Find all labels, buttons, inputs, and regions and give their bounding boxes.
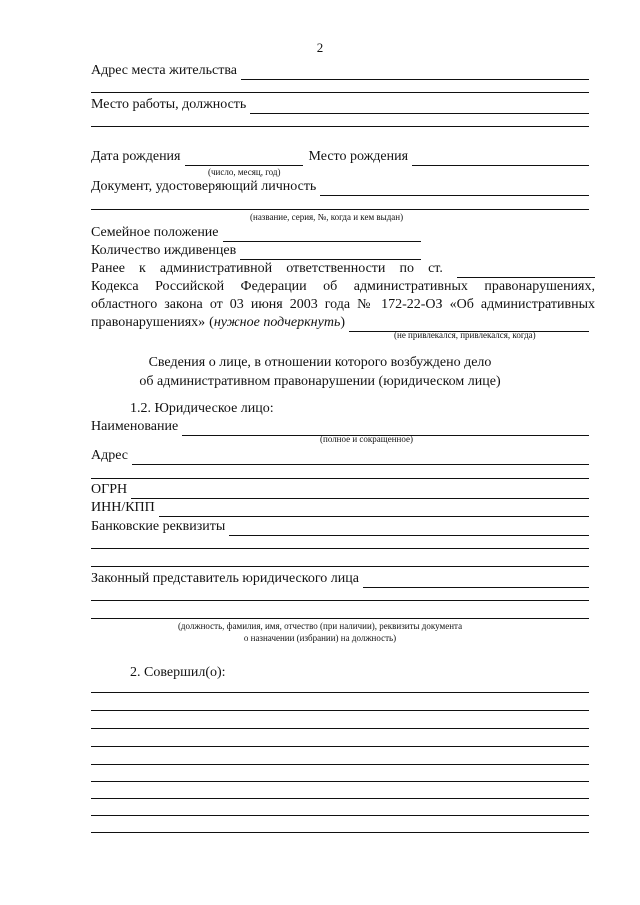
legal-representative-label: Законный представитель юридического лица xyxy=(91,571,359,586)
birth-row xyxy=(91,148,589,166)
legal-entity-heading-line-1: Сведения о лице, в отношении которого возбуждено дело xyxy=(148,355,492,370)
bank-details-label: Банковские реквизиты xyxy=(91,519,226,534)
prior-hint: нужное подчеркнуть xyxy=(213,315,341,330)
inn-kpp-label: ИНН/КПП xyxy=(91,500,155,515)
prior-word-4: ответственности xyxy=(286,261,386,276)
dependents-field[interactable] xyxy=(240,246,421,260)
legal-entity-section-title-text: 1.2. Юридическое лицо: xyxy=(130,401,274,416)
residence-address-label: Адрес места жительства xyxy=(91,63,237,78)
inn-kpp-field[interactable] xyxy=(159,503,589,517)
committed-line-5[interactable] xyxy=(91,764,589,765)
prior-liability-line-1 xyxy=(91,260,595,278)
prior-article-field[interactable] xyxy=(457,264,595,278)
legal-entity-section-title xyxy=(130,400,430,418)
prior-word-3: административной xyxy=(159,261,273,276)
id-document-row xyxy=(91,178,589,196)
dependents-row xyxy=(91,242,421,260)
workplace-field[interactable] xyxy=(250,100,589,114)
id-document-label: Документ, удостоверяющий личность xyxy=(91,179,317,194)
legal-representative-field[interactable] xyxy=(363,574,589,588)
bank-details-field[interactable] xyxy=(229,522,589,536)
marital-field[interactable] xyxy=(223,228,421,242)
birth-place-field[interactable] xyxy=(412,152,589,166)
committed-line-1[interactable] xyxy=(91,692,589,693)
inn-kpp-row xyxy=(91,499,589,517)
ogrn-label: ОГРН xyxy=(91,482,128,497)
prior-word-2: к xyxy=(139,261,146,276)
birth-place-label: Место рождения xyxy=(308,149,409,164)
residence-address-field[interactable] xyxy=(241,66,589,80)
ogrn-field[interactable] xyxy=(131,485,589,499)
prior-liability-line-2: Кодекса Российской Федерации об административных правонарушениях, xyxy=(91,279,595,294)
workplace-label: Место работы, должность xyxy=(91,97,247,112)
legal-name-caption: (полное и сокращенное) xyxy=(320,434,413,444)
legal-representative-line-2[interactable] xyxy=(91,600,589,601)
prior-word-5: по xyxy=(399,261,414,276)
page-number: 2 xyxy=(316,40,324,55)
id-document-line-2[interactable] xyxy=(91,209,589,210)
bank-details-row xyxy=(91,518,589,536)
prior-liability-caption: (не привлекался, привлекался, когда) xyxy=(394,330,536,340)
marital-row xyxy=(91,224,421,242)
legal-address-row xyxy=(91,447,589,465)
committed-line-4[interactable] xyxy=(91,746,589,747)
birth-date-field[interactable] xyxy=(185,152,303,166)
prior-word-1: Ранее xyxy=(91,261,125,276)
legal-representative-caption-2: о назначении (избрании) на должность) xyxy=(243,633,397,643)
prior-word-6: ст. xyxy=(428,261,443,276)
workplace-row xyxy=(91,96,589,114)
committed-section-title-text: 2. Совершил(о): xyxy=(130,665,226,680)
committed-line-8[interactable] xyxy=(91,815,589,816)
prior-liability-line-4: правонарушениях» ( нужное подчеркнуть ) xyxy=(91,314,589,332)
dependents-label: Количество иждивенцев xyxy=(91,243,237,258)
legal-address-field[interactable] xyxy=(132,451,589,465)
birth-date-label: Дата рождения xyxy=(91,149,181,164)
bank-details-line-3[interactable] xyxy=(91,566,589,567)
committed-line-6[interactable] xyxy=(91,781,589,782)
legal-representative-caption-1: (должность, фамилия, имя, отчество (при наличии), реквизиты документа xyxy=(177,621,463,631)
legal-representative-row xyxy=(91,570,589,588)
ogrn-row xyxy=(91,481,589,499)
committed-line-2[interactable] xyxy=(91,710,589,711)
committed-line-9[interactable] xyxy=(91,832,589,833)
legal-entity-heading-line-2: об административном правонарушении (юридическом лице) xyxy=(139,374,501,389)
id-document-caption: (название, серия, №, когда и кем выдан) xyxy=(250,212,404,222)
legal-name-label: Наименование xyxy=(91,419,179,434)
residence-address-row xyxy=(91,62,589,80)
legal-address-label: Адрес xyxy=(91,448,129,463)
workplace-line-2[interactable] xyxy=(91,126,589,127)
legal-representative-line-3[interactable] xyxy=(91,618,589,619)
committed-section-title xyxy=(130,664,430,682)
committed-line-3[interactable] xyxy=(91,728,589,729)
residence-address-line-2[interactable] xyxy=(91,92,589,93)
legal-address-line-2[interactable] xyxy=(91,478,589,479)
marital-label: Семейное положение xyxy=(91,225,219,240)
bank-details-line-2[interactable] xyxy=(91,548,589,549)
prior-liability-line-4-text: правонарушениях» xyxy=(91,315,206,330)
committed-line-7[interactable] xyxy=(91,798,589,799)
birth-date-caption: (число, месяц, год) xyxy=(208,167,281,177)
prior-liability-line-3: областного закона от 03 июня 2003 года № 172-22-ОЗ «Об административных xyxy=(91,297,595,312)
id-document-field[interactable] xyxy=(320,182,589,196)
prior-liability-paragraph xyxy=(91,260,595,314)
